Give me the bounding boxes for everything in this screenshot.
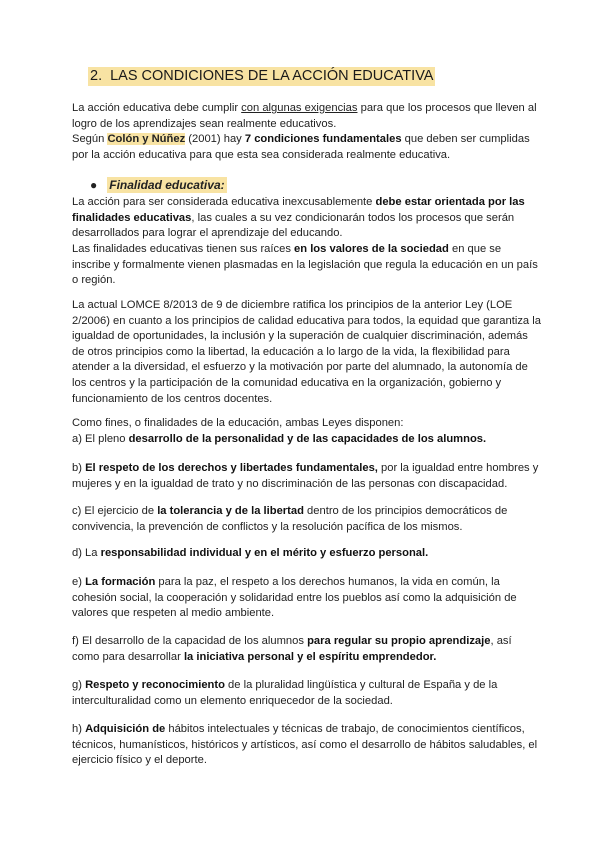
fin-item-e — [72, 575, 542, 622]
fin-g-bold: Respeto y reconocimiento — [85, 679, 225, 691]
intro-paragraph-1 — [72, 101, 542, 132]
intro-text-end: para que los procesos que lleven al logro de los aprendizajes sean realmente educativos. — [72, 102, 537, 130]
finalidad-paragraph-1 — [72, 195, 542, 242]
intro2-bold: 7 condiciones fundamentales — [244, 133, 402, 145]
lomce-paragraph — [72, 298, 542, 407]
section-heading — [88, 68, 435, 84]
intro2-year: (2001) hay — [185, 133, 245, 145]
fin-g-pre: g) — [72, 679, 86, 691]
fin-item-c — [72, 504, 542, 535]
bullet-icon: ● — [90, 178, 98, 192]
fin-b-bold: El respeto de los derechos y libertades fundamentales, — [85, 462, 378, 474]
fin-item-g — [72, 678, 542, 709]
fin-c-bold: la tolerancia y de la libertad — [157, 505, 304, 517]
fin-item-b — [72, 461, 542, 492]
heading-number: 2. — [90, 68, 103, 84]
fin-e-bold: La formación — [85, 576, 156, 588]
intro-underlined: con algunas exigencias — [241, 102, 358, 114]
fin-g-post: de la pluralidad lingüística y cultural de España y de la interculturalidad como un elemento enriquecedor de la sociedad. — [72, 679, 498, 707]
fin2-text-end: en que se inscribe y formalmente vienen plasmadas en la legislación que regula la educación en un país o región. — [72, 243, 538, 287]
fines-intro-text: Como fines, o finalidades de la educación, ambas Leyes disponen: — [72, 417, 404, 429]
heading-title: LAS CONDICIONES DE LA ACCIÓN EDUCATIVA — [110, 68, 434, 84]
fin-item-d — [72, 546, 542, 562]
fin-f-mid: , así como para desarrollar — [72, 635, 512, 663]
fin-e-pre: e) — [72, 576, 86, 588]
fin-c-post: dentro de los principios democráticos de convivencia, la prevención de conflictos y la resolución pacífica de los mismos. — [72, 505, 508, 533]
heading-highlight — [88, 67, 435, 86]
fin-f-bold2: la iniciativa personal y el espíritu emprendedor. — [183, 650, 437, 663]
fin1-bold: debe estar orientada por las finalidades educativas — [72, 196, 525, 224]
subsection-label: Finalidad educativa: — [109, 178, 225, 192]
fin-item-a — [72, 432, 542, 448]
fin-d-pre: d) La — [72, 547, 101, 559]
lomce-text: La actual LOMCE 8/2013 de 9 de diciembre ratifica los principios de la anterior Ley (LOE 2/2006) en cuanto a los principios de calidad educativa para todos, la equidad que garantiza la igualdad de oportunidades, la inclusión y la superación de cualquier discriminación, además de otros principios como la libertad, la educación a lo largo de la vida, la flexibilidad para atender a la diversidad, el esfuerzo y la motivación por parte del alumnado, la autonomía de los centros y la participación de la comunidad educativa en la organización, gobierno y funcionamiento de los centros docentes. — [72, 299, 541, 405]
fin-item-h — [72, 722, 542, 769]
intro-paragraph-2 — [72, 132, 542, 163]
fines-intro — [72, 416, 542, 432]
fin-a-pre: a) El pleno — [72, 433, 129, 445]
fin1-text: La acción para ser considerada educativa inexcusablemente — [72, 196, 376, 208]
fin-b-post: por la igualdad entre hombres y mujeres y en la igualdad de trato y no discriminación de las personas con discapacidad. — [72, 462, 539, 490]
fin2-bold: en los valores de la sociedad — [294, 243, 449, 255]
fin-item-f — [72, 634, 542, 665]
fin1-text-end: , las cuales a su vez condicionarán todos los procesos que serán desarrollados para lograr el aprendizaje del educando. — [72, 211, 515, 240]
fin-h-post: hábitos intelectuales y técnicas de trabajo, de conocimientos científicos, técnicos, humanísticos, históricos y artísticos, así como el desarrollo de hábitos saludables, el ejercicio físico y el deporte. — [72, 723, 538, 767]
finalidad-paragraph-2 — [72, 242, 542, 289]
fin-f-pre: f) El desarrollo de la capacidad de los alumnos — [72, 635, 308, 647]
fin2-text: Las finalidades educativas tienen sus raíces — [72, 243, 295, 255]
intro2-text-end: que deben ser cumplidas por la acción educativa para que esta sea considerada realmente educativa. — [72, 133, 530, 161]
subsection-title — [90, 178, 227, 192]
intro-text: La acción educativa debe cumplir — [72, 102, 242, 114]
intro2-text: Según — [72, 133, 108, 145]
fin-e-post: para la paz, el respeto a los derechos humanos, la vida en común, la cohesión social, la cooperación y solidaridad entre los pueblos así como la adquisición de valores que respeten al medio ambiente. — [72, 576, 517, 620]
authors-highlight: Colón y Núñez — [107, 133, 186, 145]
fin-c-pre: c) El ejercicio de — [72, 505, 158, 517]
fin-b-pre: b) — [72, 462, 86, 474]
fin-h-pre: h) — [72, 723, 86, 735]
fin-d-bold: responsabilidad individual y en el mérito y esfuerzo personal. — [100, 547, 429, 559]
fin-h-bold: Adquisición de — [85, 723, 166, 735]
fin-a-bold: desarrollo de la personalidad y de las capacidades de los alumnos. — [128, 433, 487, 445]
fin-f-bold: para regular su propio aprendizaje — [307, 635, 491, 647]
